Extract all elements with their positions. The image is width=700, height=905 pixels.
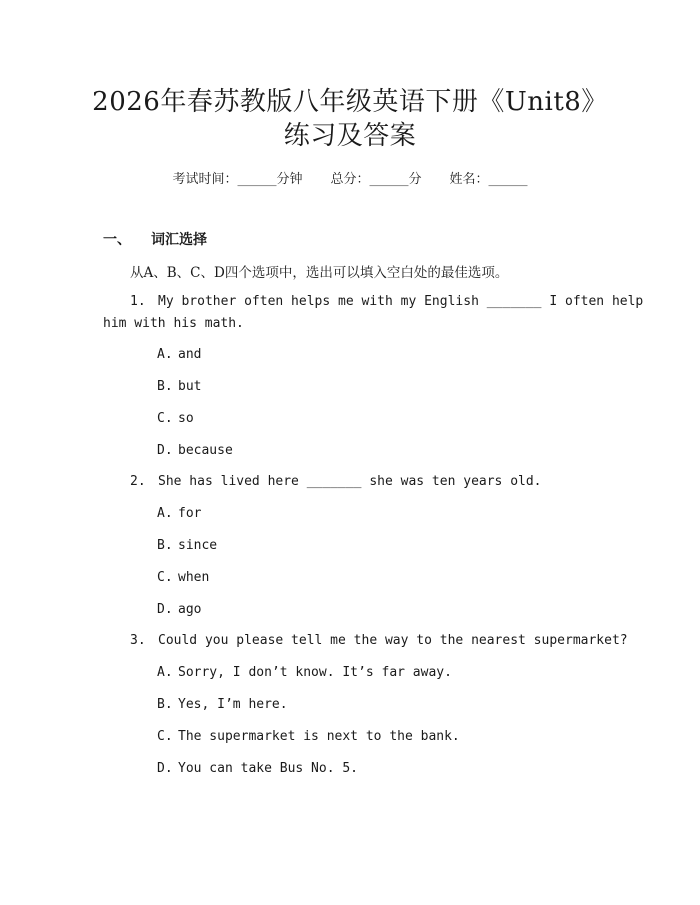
option-text: but	[178, 379, 202, 394]
page-title-line2: 练习及答案	[283, 121, 417, 151]
option-1c[interactable]	[157, 411, 194, 426]
question-3	[130, 633, 628, 648]
section-instruction: 从A、B、C、D四个选项中，选出可以填入空白处的最佳选项。	[130, 265, 509, 281]
option-2b[interactable]	[157, 538, 217, 553]
exam-score: 总分：______分	[330, 172, 422, 187]
option-text: You can take Bus No. 5.	[178, 761, 359, 776]
page-title-line1: 2026年春苏教版八年级英语下册《Unit8》	[92, 87, 608, 117]
option-1a[interactable]	[157, 347, 201, 362]
option-letter: A.	[157, 347, 173, 362]
option-letter: A.	[157, 665, 173, 680]
option-text: Sorry, I don’t know. It’s far away.	[178, 665, 452, 680]
question-text: My brother often helps me with my English _______ I often help	[158, 294, 644, 309]
option-letter: C.	[157, 411, 173, 426]
section-number: 一、	[103, 232, 131, 248]
exam-name: 姓名：______	[449, 172, 528, 187]
option-letter: C.	[157, 729, 173, 744]
option-text: and	[178, 347, 202, 362]
question-number: 1.	[130, 294, 146, 309]
option-letter: B.	[157, 379, 173, 394]
option-2c[interactable]	[157, 570, 209, 585]
option-letter: B.	[157, 538, 173, 553]
option-text: since	[178, 538, 218, 553]
option-letter: B.	[157, 697, 173, 712]
option-text: because	[178, 443, 233, 458]
question-1	[130, 294, 643, 309]
option-letter: A.	[157, 506, 173, 521]
section-heading	[103, 229, 207, 249]
option-text: when	[178, 570, 210, 585]
section-title: 词汇选择	[151, 232, 207, 248]
option-text: ago	[178, 602, 202, 617]
option-text: The supermarket is next to the bank.	[178, 729, 460, 744]
option-3d[interactable]	[157, 761, 358, 776]
question-number: 3.	[130, 633, 146, 648]
option-3b[interactable]	[157, 697, 288, 712]
exam-time: 考试时间：______分钟	[172, 172, 303, 187]
option-letter: D.	[157, 443, 173, 458]
option-1d[interactable]	[157, 443, 233, 458]
option-text: so	[178, 411, 194, 426]
option-letter: C.	[157, 570, 173, 585]
question-text: Could you please tell me the way to the nearest supermarket?	[158, 633, 628, 648]
question-text: She has lived here _______ she was ten years old.	[158, 474, 542, 489]
option-letter: D.	[157, 602, 173, 617]
option-1b[interactable]	[157, 379, 201, 394]
option-text: Yes, I’m here.	[178, 697, 288, 712]
question-1-continued: him with his math.	[103, 316, 244, 331]
option-2a[interactable]	[157, 506, 201, 521]
question-number: 2.	[130, 474, 146, 489]
option-letter: D.	[157, 761, 173, 776]
option-3c[interactable]	[157, 729, 460, 744]
exam-meta	[0, 168, 700, 187]
question-2	[130, 474, 542, 489]
option-2d[interactable]	[157, 602, 201, 617]
option-text: for	[178, 506, 202, 521]
option-3a[interactable]	[157, 665, 452, 680]
